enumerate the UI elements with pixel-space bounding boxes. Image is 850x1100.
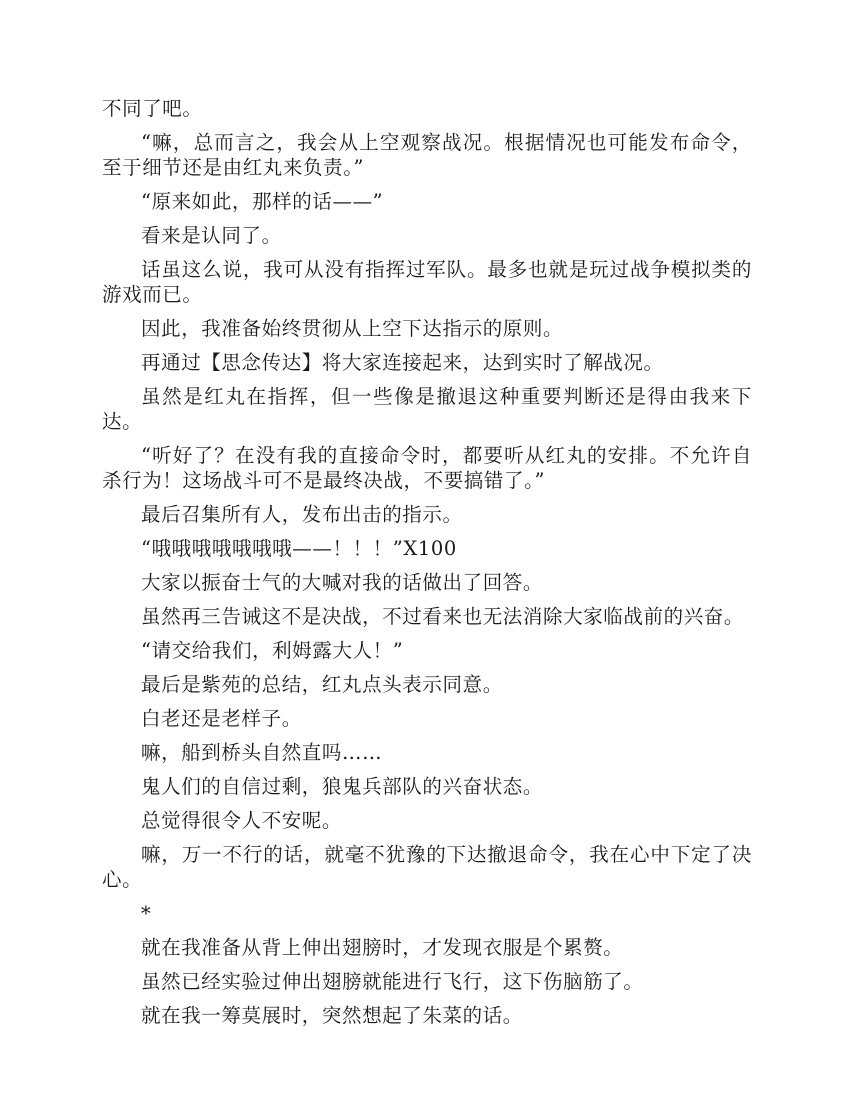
paragraph: 白老还是老样子。 [141, 707, 302, 730]
paragraph: 虽然是红丸在指挥，但一些像是撤退这种重要判断还是得由我来下达。 [102, 385, 752, 433]
paragraph: 不同了吧。 [102, 97, 203, 120]
paragraph: 嘛，船到桥头自然直吗…… [141, 741, 383, 764]
paragraph: 虽然已经实验过伸出翅膀就能进行飞行，这下伤脑筋了。 [141, 970, 644, 993]
paragraph: 最后召集所有人，发布出击的指示。 [141, 503, 463, 526]
paragraph: “哦哦哦哦哦哦哦——！！！”X100 [141, 537, 457, 560]
paragraph: 总觉得很令人不安呢。 [141, 809, 343, 832]
paragraph: 虽然再三告诫这不是决战，不过看来也无法消除大家临战前的兴奋。 [141, 605, 745, 628]
paragraph: 因此，我准备始终贯彻从上空下达指示的原则。 [141, 317, 564, 340]
paragraph: 大家以振奋士气的大喊对我的话做出了回答。 [141, 571, 544, 594]
paragraph: “嘛，总而言之，我会从上空观察战况。根据情况也可能发布命令，至于细节还是由红丸来负责。” [102, 131, 752, 179]
paragraph: 话虽这么说，我可从没有指挥过军队。最多也就是玩过战争模拟类的游戏而已。 [102, 258, 752, 306]
paragraph: “原来如此，那样的话——” [141, 190, 384, 213]
paragraph: 最后是紫苑的总结，红丸点头表示同意。 [141, 673, 503, 696]
paragraph: 鬼人们的自信过剩，狼鬼兵部队的兴奋状态。 [141, 775, 544, 798]
paragraph: 再通过【思念传达】将大家连接起来，达到实时了解战况。 [141, 351, 664, 374]
paragraph: 看来是认同了。 [141, 224, 282, 247]
body-text [102, 96, 752, 1037]
section-break: * [141, 902, 152, 925]
paragraph: 嘛，万一不行的话，就毫不犹豫的下达撤退命令，我在心中下定了决心。 [102, 843, 752, 891]
paragraph: “请交给我们，利姆露大人！” [141, 639, 404, 662]
paragraph: 就在我一筹莫展时，突然想起了朱菜的话。 [141, 1004, 523, 1027]
paragraph: 就在我准备从背上伸出翅膀时，才发现衣服是个累赘。 [141, 936, 624, 959]
paragraph: “听好了？在没有我的直接命令时，都要听从红丸的安排。不允许自杀行为！这场战斗可不是最终决战，不要搞错了。” [102, 444, 752, 492]
